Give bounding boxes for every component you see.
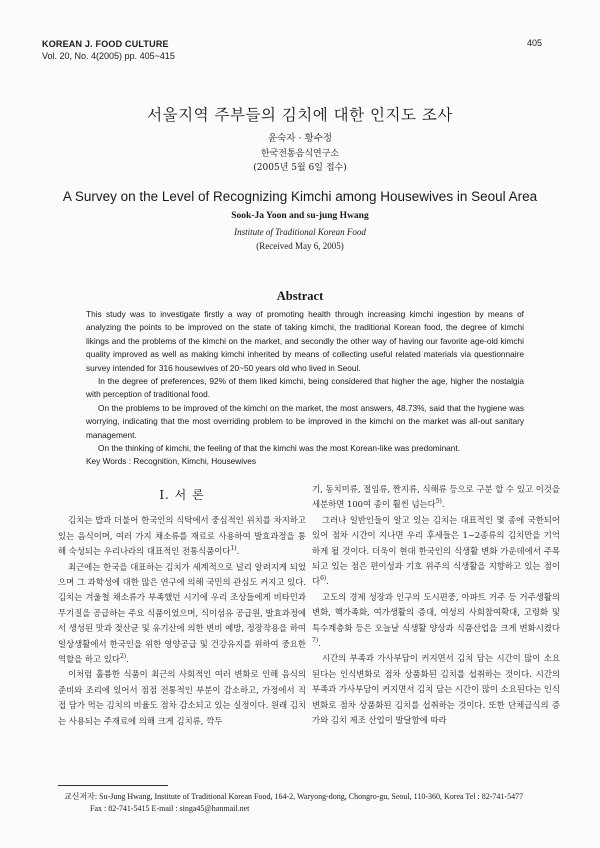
reference-marker: 6) <box>320 575 327 583</box>
body-paragraph: 김치는 밥과 더불어 한국인의 식탁에서 중심적인 위치를 차지하고 있는 음식이며, 여러 가지 채소류를 재료로 사용하여 발효과정을 통해 숙성되는 우리나라의 대표적인 전통식품이다$^{1)}$. <box>58 515 306 557</box>
abstract-heading: Abstract <box>276 289 324 303</box>
english-received-date: (Received May 6, 2005) <box>256 241 344 251</box>
section-heading: Ⅰ. 서 론 <box>159 488 205 502</box>
reference-marker: 2) <box>119 653 127 661</box>
english-institute: Institute of Traditional Korean Food <box>234 227 366 237</box>
body-paragraph: 시간의 부족과 가사부담이 커지면서 김치 담는 시간이 많이 소요된다는 인식변화로 점차 상품화된 김치를 섭취하는 것이다. 시간의 부족과 가사부담이 커지면서 김치 담는 시간이 많이 소요된다는 인식변화로 점차 상품화된 김치를 섭취하는 것이다. 또한 단체급식의 증가와 김치 제조 산업이 발달함에 따라 <box>312 653 560 726</box>
korean-received-date: (2005년 5월 6일 접수) <box>253 163 347 173</box>
korean-institute: 한국전통음식연구소 <box>260 149 340 159</box>
body-paragraph: 기, 동치미류, 절임류, 짠지류, 식해류 등으로 구분 할 수 있고 이것을 세분하면 100여 종이 훨씬 넘는다$^{5)}$. <box>312 484 560 510</box>
abstract-body <box>86 308 524 469</box>
left-column <box>58 488 306 729</box>
korean-title: 서울지역 주부들의 김치에 대한 인지도 조사 <box>147 106 453 124</box>
abstract-paragraph: On the problems to be improved of the kimchi on the market, the most answers, 48.73%, said that the hygiene was worrying, indicating that the most overriding problem to be improved in the kimchi on the market was all-out sanitary management. <box>86 402 524 440</box>
english-authors: Sook-Ja Yoon and su-jung Hwang <box>231 211 369 221</box>
abstract-paragraph: This study was to investigate firstly a way of promoting health through increasing kimchi ingestion by means of analyzing the points to be improved on the state of taking kimchi, the traditional Korean food, the degree of kimchi likings and the problems of the kimchi on the market, and secondly the other way of having our favorite age-old kimchi quality improved as well as making kimchi inherited by means of collecting useful related materials via questionnaire survey intended for 316 housewives of 20~50 years old who lived in Seoul. <box>86 309 524 373</box>
english-title: A Survey on the Level of Recognizing Kimchi among Housewives in Seoul Area <box>62 189 538 204</box>
journal-header <box>42 38 175 62</box>
reference-marker: 1) <box>230 545 237 553</box>
correspondence-footnote <box>64 791 523 815</box>
footnote-line: 교신저자: Su-Jung Hwang, Institute of Traditional Korean Food, 164-2, Waryong-dong, Chongro-gu, Seoul, 110-360, Korea Tel : 82-741-5477 <box>64 792 524 801</box>
abstract-paragraph: On the thinking of kimchi, the feeling of that the kimchi was the most Korean-like was predominant. <box>98 443 461 454</box>
reference-marker: 7) <box>312 637 319 645</box>
footnote-line: Fax : 82-741-5415 E-mail : singa45@hanmail.net <box>90 804 250 813</box>
body-paragraph: 고도의 경제 성장과 인구의 도시편중, 아파트 거주 등 거주생활의 변화, 핵가족화, 여가생활의 증대, 여성의 사회참여확대, 고령화 및 특수계층화 등은 오늘날 식생활 양상과 식품산업을 크게 변화시켰다$^{7)}$. <box>312 591 560 649</box>
korean-authors: 윤숙자 · 황수정 <box>267 133 333 144</box>
body-paragraph: 최근에는 한국을 대표하는 김치가 세계적으로 널리 알려지게 되었으며 그 과학성에 대한 많은 연구에 의해 국민의 관심도 커지고 있다. 김치는 겨울철 채소류가 부족했던 시기에 우리 조상들에게 비타민과 무기질을 공급하는 주요 식품이었으며, 식이섬유 공급원, 발효과정에서 생성된 맛과 젖산균 및 유기산에 의한 변비 예방, 정장작용을 하여 일상생활에서 한국인을 위한 영양공급 및 건강유지를 위하여 중요한 역할을 하고 있다$^{2)}$. <box>58 561 306 665</box>
body-paragraph: 이처럼 훌륭한 식품이 최근의 사회적인 여러 변화로 인해 음식의 준비와 조리에 있어서 점점 전통적인 부분이 감소하고, 가정에서 직접 담가 먹는 김치의 비율도 점차 감소되고 있는 실정이다. 원래 김치는 사용되는 주재료에 의해 크게 김치류, 깍두 <box>58 669 306 726</box>
page-number: 405 <box>526 38 542 48</box>
abstract-paragraph: In the degree of preferences, 92% of them liked kimchi, being considered that higher the age, higher the nostalgia with perception of traditional food. <box>86 376 524 400</box>
keywords: Key Words : Recognition, Kimchi, Housewives <box>86 456 257 467</box>
reference-marker: 5) <box>435 498 442 506</box>
journal-volume: Vol. 20, No. 4(2005) pp. 405~415 <box>42 51 175 61</box>
footnote-divider <box>58 785 168 786</box>
body-paragraph: 그러나 일반인들이 알고 있는 김치는 대표적인 몇 종에 국한되어 있어 점차 시간이 지나면 우리 후세들은 1~2종류의 김치만을 기억하게 될 것이다. 더욱이 현대 한국인의 식생활 변화 가운데에서 주목되고 있는 점은 편이성과 기호 위주의 식생활을 지향하고 있는 점이다$^{6)}$. <box>312 514 560 587</box>
journal-name: KOREAN J. FOOD CULTURE <box>42 39 169 49</box>
right-column <box>312 482 560 729</box>
